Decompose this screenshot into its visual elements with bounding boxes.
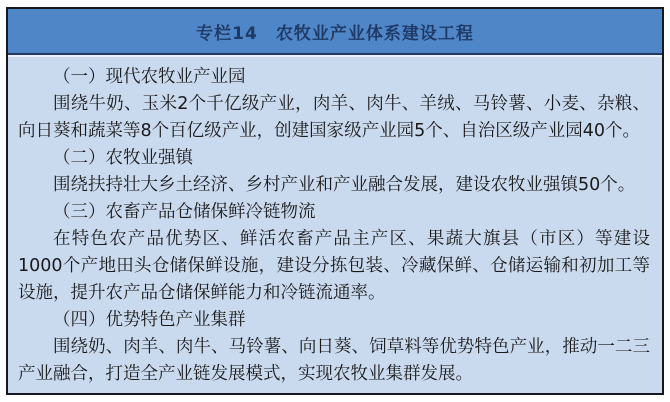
section-4-body: 围绕奶、肉羊、肉牛、马铃薯、向日葵、饲草料等优势特色产业，推动一二三产业融合，打造全产业链发展模式，实现农牧业集群发展。 xyxy=(18,337,650,384)
section-3-heading: （三）农畜产品仓储保鲜冷链物流 xyxy=(53,202,316,222)
callout-body xyxy=(8,55,662,393)
section-2-heading: （二）农牧业强镇 xyxy=(53,148,193,168)
section-3-body: 在特色农产品优势区、鲜活农畜产品主产区、果蔬大旗县（市区）等建设1000个产地田头仓储保鲜设施，建设分拣包装、冷藏保鲜、仓储运输和初加工等设施，提升农产品仓储保鲜能力和冷链流通率。 xyxy=(18,229,650,303)
section-4-heading: （四）优势特色产业集群 xyxy=(53,310,246,330)
callout-header xyxy=(8,9,662,55)
section-1-heading: （一）现代农牧业产业园 xyxy=(53,67,246,87)
callout-box-column-14 xyxy=(6,7,664,395)
section-2-body: 围绕扶持壮大乡土经济、乡村产业和产业融合发展，建设农牧业强镇50个。 xyxy=(53,175,636,195)
section-1-body: 围绕牛奶、玉米2个千亿级产业，肉羊、肉牛、羊绒、马铃薯、小麦、杂粮、向日葵和蔬菜等8个百亿级产业，创建国家级产业园5个、自治区级产业园40个。 xyxy=(18,94,650,141)
callout-title: 专栏14 农牧业产业体系建设工程 xyxy=(196,23,474,44)
